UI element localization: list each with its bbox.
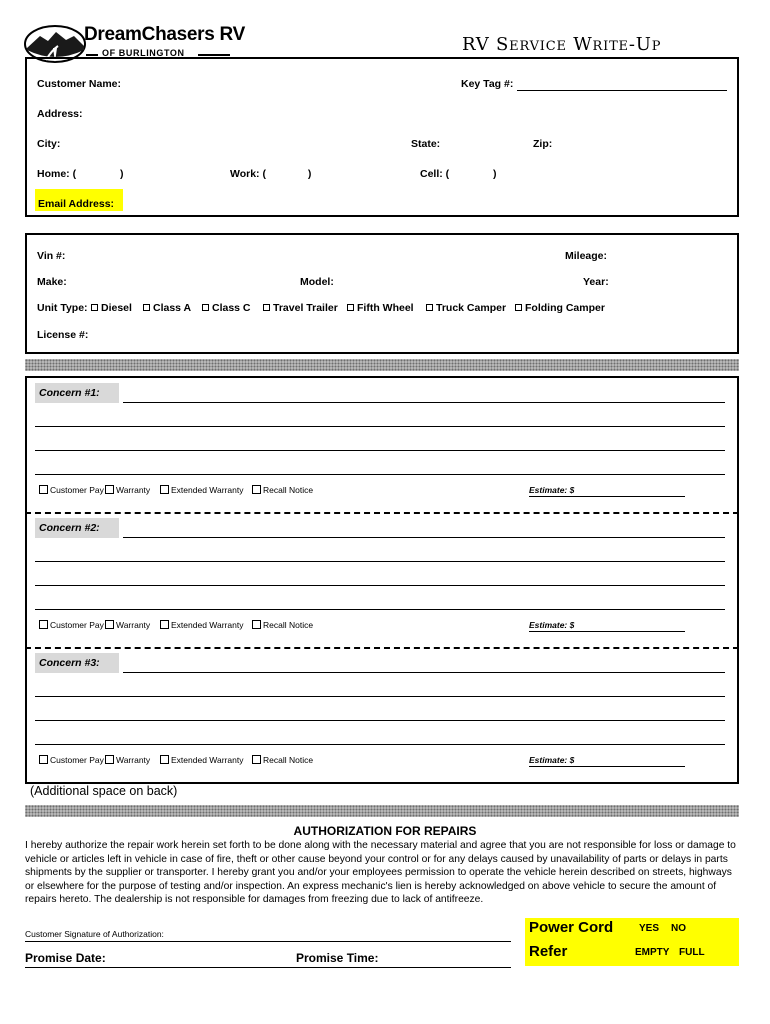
warranty-label: Warranty [116,755,151,765]
checkbox-icon [91,304,98,311]
mileage-field[interactable] [612,249,722,263]
vin-label: Vin #: [37,250,66,262]
concern-2-estimate-label: Estimate: $ [529,620,575,630]
unit-type-diesel[interactable] [91,302,132,314]
concerns-box [25,376,739,784]
mileage-label: Mileage: [565,250,608,262]
checkbox-icon [252,755,261,764]
section-divider [25,805,739,817]
license-label: License #: [37,329,89,341]
concern-1-line-2[interactable] [35,426,725,427]
customer-name-label: Customer Name: [37,78,122,90]
concern-1-line-4[interactable] [35,474,725,475]
recall-notice-label: Recall Notice [263,485,314,495]
address-label: Address: [37,108,83,120]
brand-subtitle: OF BURLINGTON [102,48,185,58]
checkbox-icon [39,620,48,629]
unit-type-fifth-wheel[interactable] [347,302,414,314]
checkbox-icon [39,485,48,494]
recall-notice-label: Recall Notice [263,620,314,630]
work-phone-open: Work: ( [230,168,266,180]
concern-3-recall-notice[interactable] [252,755,313,765]
key-tag-label: Key Tag #: [461,78,514,90]
promise-time-field[interactable] [380,950,510,966]
unit-type-travel-trailer[interactable] [263,302,338,314]
promise-bottom-rule [25,967,511,968]
year-field[interactable] [612,275,722,289]
authorization-text: I hereby authorize the repair work herein set forth to be done along with the necessary material and agree that you are not responsible for loss or damage to vehicle or articles left in vehicle in case of fire, theft or other cause beyond your control or for any delays caused by unavailability of parts or delays in parts shipments by the supplier or transporter. I hereby grant you and/or your employees permission to operate the vehicle herein described on streets, highways or elsewhere for the purpose of testing and/or inspection. An express mechanic's lien is hereby acknowledged on above vehicle to secure the amount of repairs hereto. The dealership is not responsible for damages from freezing due to lack of antifreeze. [25,840,736,906]
warranty-label: Warranty [116,620,151,630]
concern-3-line-2[interactable] [35,696,725,697]
authorization-title: AUTHORIZATION FOR REPAIRS [293,824,477,838]
promise-date-label: Promise Date: [25,951,106,965]
work-phone-close: ) [307,168,312,180]
cell-phone-label [420,168,497,180]
checkbox-icon [347,304,354,311]
concern-3-extended-warranty[interactable] [160,755,243,765]
checkbox-icon [105,620,114,629]
vehicle-info-box [25,233,739,354]
concern-2-line-1[interactable] [123,537,725,538]
concern-1-extended-warranty[interactable] [160,485,243,495]
state-field[interactable] [447,137,527,151]
additional-space-note: (Additional space on back) [30,784,178,798]
power-refer-box [525,918,739,966]
home-phone-close: ) [119,168,124,180]
concern-1-customer-pay[interactable] [39,485,104,495]
form-title: RV Service Write-Up [462,34,662,55]
refer-label: Refer [529,943,568,960]
warranty-label: Warranty [116,485,151,495]
checkbox-icon [160,485,169,494]
unit-type-folding-camper-label: Folding Camper [525,302,605,314]
home-phone-open: Home: ( [37,168,77,180]
recall-notice-label: Recall Notice [263,755,314,765]
cell-phone-open: Cell: ( [420,168,450,180]
concern-separator [25,512,739,514]
checkbox-icon [105,755,114,764]
checkbox-icon [252,620,261,629]
concern-3-estimate-label: Estimate: $ [529,755,575,765]
checkbox-icon [39,755,48,764]
concern-3-customer-pay[interactable] [39,755,104,765]
address-field[interactable] [89,107,719,121]
concern-2-line-4[interactable] [35,609,725,610]
concern-2-warranty[interactable] [105,620,150,630]
concern-3-label: Concern #3: [35,653,119,673]
signature-label: Customer Signature of Authorization: [25,929,164,939]
unit-type-fifth-wheel-label: Fifth Wheel [357,302,414,314]
home-phone-label [37,168,123,180]
customer-pay-label: Customer Pay [50,620,104,630]
unit-type-truck-camper[interactable] [426,302,506,314]
email-field[interactable] [127,197,717,211]
unit-type-diesel-label: Diesel [101,302,132,314]
concern-3-estimate-field[interactable] [529,766,685,767]
city-field[interactable] [67,137,407,151]
concern-1-line-3[interactable] [35,450,725,451]
promise-date-field[interactable] [112,950,282,966]
signature-field[interactable] [25,941,511,942]
power-cord-yes[interactable]: YES [639,923,660,934]
make-field[interactable] [71,275,291,289]
concern-3-warranty[interactable] [105,755,150,765]
concern-1-warranty[interactable] [105,485,150,495]
refer-empty[interactable]: EMPTY [635,947,670,958]
concern-2-estimate-field[interactable] [529,631,685,632]
power-cord-label: Power Cord [529,919,614,936]
checkbox-icon [160,755,169,764]
cell-phone-close: ) [493,168,497,180]
unit-type-travel-trailer-label: Travel Trailer [273,302,338,314]
power-cord-no[interactable]: NO [671,923,686,934]
unit-type-class-a[interactable] [143,302,191,314]
checkbox-icon [426,304,433,311]
license-field[interactable] [89,328,489,342]
unit-type-class-c-label: Class C [212,302,251,314]
key-tag-field[interactable] [517,90,727,91]
concern-1-estimate-label: Estimate: $ [529,485,575,495]
concern-2-label: Concern #2: [35,518,119,538]
model-label: Model: [300,276,334,288]
section-divider [25,359,739,371]
unit-type-truck-camper-label: Truck Camper [436,302,507,314]
customer-name-field[interactable] [145,91,455,103]
zip-label: Zip: [533,138,553,150]
checkbox-icon [160,620,169,629]
checkbox-icon [105,485,114,494]
unit-type-label: Unit Type: [37,302,88,314]
concern-1-recall-notice[interactable] [252,485,313,495]
customer-pay-label: Customer Pay [50,485,104,495]
concern-2-line-2[interactable] [35,561,725,562]
unit-type-class-c[interactable] [202,302,251,314]
year-label: Year: [583,276,609,288]
checkbox-icon [202,304,209,311]
concern-2-line-3[interactable] [35,585,725,586]
concern-2-recall-notice[interactable] [252,620,313,630]
concern-1-estimate-field[interactable] [529,496,685,497]
email-label-highlight [35,189,123,211]
concern-3-line-3[interactable] [35,720,725,721]
checkbox-icon [263,304,270,311]
refer-full[interactable]: FULL [679,947,705,958]
extended-warranty-label: Extended Warranty [171,485,244,495]
concern-3-line-1[interactable] [123,672,725,673]
unit-type-folding-camper[interactable] [515,302,605,314]
unit-type-class-a-label: Class A [153,302,192,314]
extended-warranty-label: Extended Warranty [171,620,244,630]
vin-field[interactable] [67,249,547,263]
brand-name: DreamChasers RV [84,24,245,45]
zip-field[interactable] [557,137,717,151]
concern-2-extended-warranty[interactable] [160,620,243,630]
checkbox-icon [515,304,522,311]
extended-warranty-label: Extended Warranty [171,755,244,765]
customer-info-box [25,57,739,217]
work-phone-label [230,168,311,180]
promise-time-label: Promise Time: [296,951,379,965]
concern-3-line-4[interactable] [35,744,725,745]
city-label: City: [37,138,61,150]
email-label: Email Address: [38,198,115,210]
make-label: Make: [37,276,67,288]
model-field[interactable] [339,275,579,289]
concern-2-customer-pay[interactable] [39,620,104,630]
concern-separator [25,647,739,649]
state-label: State: [411,138,441,150]
customer-pay-label: Customer Pay [50,755,104,765]
checkbox-icon [252,485,261,494]
concern-1-line-1[interactable] [123,402,725,403]
checkbox-icon [143,304,150,311]
concern-1-label: Concern #1: [35,383,119,403]
